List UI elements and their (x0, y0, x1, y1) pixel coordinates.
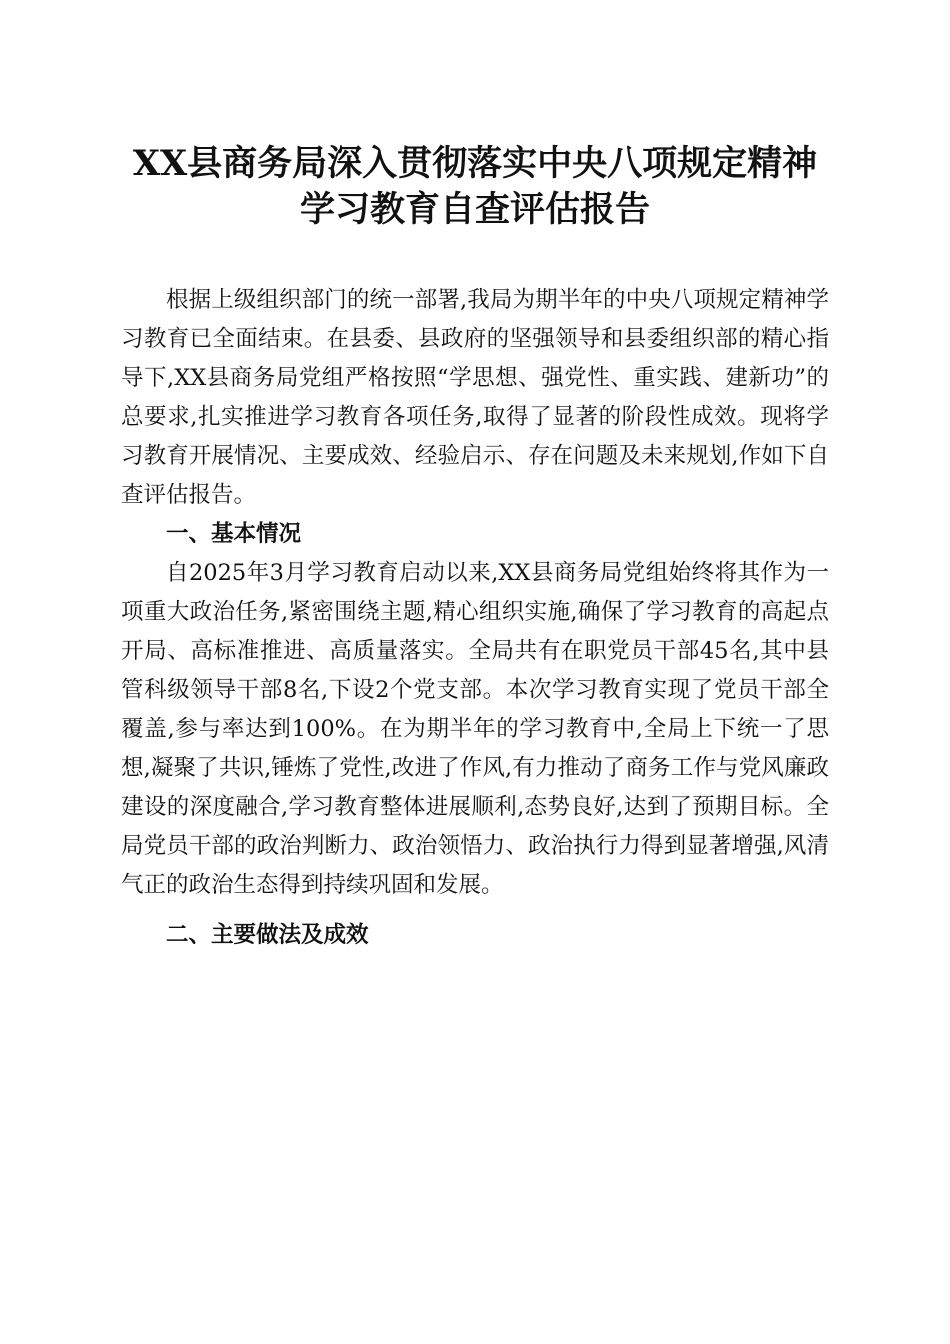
section-1-heading: 一、基本情况 (166, 521, 302, 548)
document-body (121, 281, 829, 955)
document-title-line-1: XX县商务局深入贯彻落实中央八项规定精神 (132, 143, 818, 184)
document-title-line-2: 学习教育自查评估报告 (299, 189, 650, 230)
section-2-heading: 二、主要做法及成效 (166, 921, 369, 948)
intro-paragraph: 根据上级组织部门的统一部署,我局为期半年的中央八项规定精神学习教育已全面结束。在县委、县政府的坚强领导和县委组织部的精心指导下,XX县商务局党组严格按照“学思想、强党性、重实践、建新功”的总要求,扎实推进学习教育各项任务,取得了显著的阶段性成效。现将学习教育开展情况、主要成效、经验启示、存在问题及未来规划,作如下自查评估报告。 (121, 287, 829, 508)
section-1-paragraph: 自2025年3月学习教育启动以来,XX县商务局党组始终将其作为一项重大政治任务,紧密围绕主题,精心组织实施,确保了学习教育的高起点开局、高标准推进、高质量落实。全局共有在职党员干部45名,其中县管科级领导干部8名,下设2个党支部。本次学习教育实现了党员干部全覆盖,参与率达到100%。在为期半年的学习教育中,全局上下统一了思想,凝聚了共识,锤炼了党性,改进了作风,有力推动了商务工作与党风廉政建设的深度融合,学习教育整体进展顺利,态势良好,达到了预期目标。全局党员干部的政治判断力、政治领悟力、政治执行力得到显著增强,风清气正的政治生态得到持续巩固和发展。 (121, 560, 829, 898)
